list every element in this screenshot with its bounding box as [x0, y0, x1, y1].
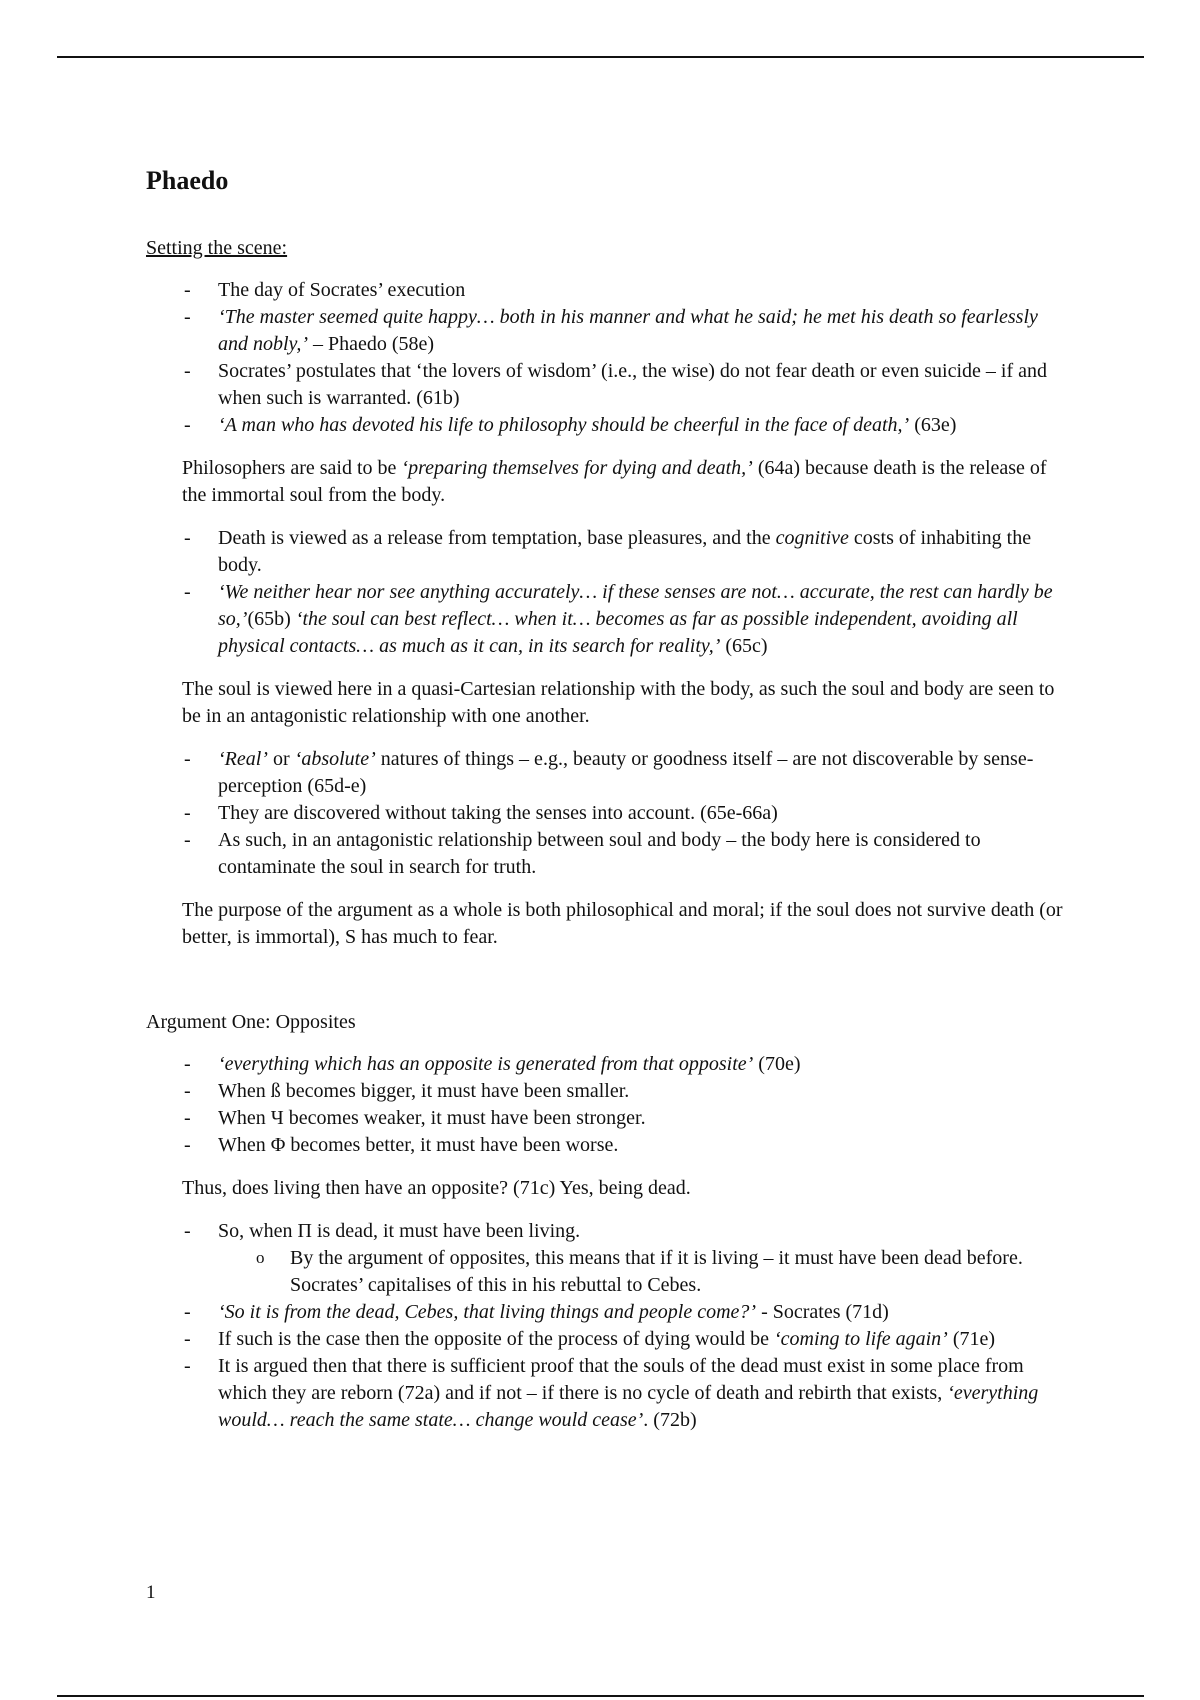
footer-rule	[57, 1695, 1144, 1697]
section-heading-setting-the-scene: Setting the scene:	[146, 237, 288, 259]
text-run: Philosophers are said to be	[182, 457, 402, 479]
text-run: (65b)	[247, 608, 296, 630]
text-run: Death is viewed as a release from temptation, base pleasures, and the	[218, 527, 776, 549]
text-run: . (72b)	[643, 1409, 697, 1431]
italic-text: ‘So it is from the dead, Cebes, that living things and people come?’	[218, 1301, 757, 1323]
paragraph	[182, 1175, 1066, 1202]
section-heading-argument-one: Argument One: Opposites	[146, 1011, 356, 1033]
italic-text: cognitive	[775, 527, 849, 549]
text-run: (65c)	[720, 635, 768, 657]
bullet-list	[146, 1051, 1066, 1159]
list-item	[146, 304, 1066, 358]
italic-text: ‘absolute’	[294, 748, 376, 770]
document-body	[146, 166, 1066, 1450]
italic-text: ‘We neither hear nor see anything accurately… if these senses are not… accurate, the rest can hardly be so,’	[218, 581, 1053, 630]
list-item	[146, 1105, 1066, 1132]
list-item	[146, 1051, 1066, 1078]
italic-text: ‘A man who has devoted his life to philosophy should be cheerful in the face of death,’	[218, 414, 910, 436]
italic-text: ‘The master seemed quite happy… both in his manner and what he said; he met his death so fearlessly and nobly,’	[218, 306, 1038, 355]
text-run: or	[267, 748, 295, 770]
text-run: natures of things – e.g., beauty or goodness itself – are not discoverable by sense-perception (65d-e)	[218, 748, 1034, 797]
paragraph	[182, 897, 1066, 951]
text-run: The soul is viewed here in a quasi-Cartesian relationship with the body, as such the soul and body are seen to be in an antagonistic relationship with one another.	[182, 678, 1055, 727]
list-item	[146, 800, 1066, 827]
sub-list-item	[218, 1245, 1066, 1299]
text-run: - Socrates (71d)	[756, 1301, 889, 1323]
italic-text: ‘the soul can best reflect… when it… becomes as far as possible independent, avoiding all physical contacts… as much as it can, in its search for reality,’	[218, 608, 1018, 657]
paragraph	[182, 455, 1066, 509]
italic-text: ‘Real’	[218, 748, 268, 770]
text-run: (64a) because death is the release of the immortal soul from the body.	[182, 457, 1047, 506]
text-run: It is argued then that there is sufficient proof that the souls of the dead must exist in some place from which they are reborn (72a) and if not – if there is no cycle of death and rebirth that exists,	[218, 1355, 1024, 1404]
text-run: When ß becomes bigger, it must have been smaller.	[218, 1080, 630, 1102]
list-item	[146, 827, 1066, 881]
text-run: Socrates’ postulates that ‘the lovers of wisdom’ (i.e., the wise) do not fear death or even suicide – if and when such is warranted. (61b)	[218, 360, 1048, 409]
text-run: The day of Socrates’ execution	[218, 279, 466, 301]
list-item	[146, 525, 1066, 579]
list-item	[146, 1078, 1066, 1105]
text-run: By the argument of opposites, this means that if it is living – it must have been dead before. Socrates’ capitalises of this in his rebuttal to Cebes.	[290, 1247, 1023, 1296]
bullet-list	[146, 277, 1066, 439]
list-item	[146, 579, 1066, 660]
bullet-list	[146, 1218, 1066, 1434]
page-number: 1	[146, 1582, 156, 1603]
text-run: (63e)	[909, 414, 957, 436]
text-run: Thus, does living then have an opposite? (71c) Yes, being dead.	[182, 1177, 691, 1199]
list-item	[146, 412, 1066, 439]
text-run: As such, in an antagonistic relationship between soul and body – the body here is considered to contaminate the soul in search for truth.	[218, 829, 981, 878]
italic-text: ‘everything which has an opposite is generated from that opposite’	[218, 1053, 754, 1075]
text-run: (70e)	[753, 1053, 801, 1075]
text-run: The purpose of the argument as a whole is both philosophical and moral; if the soul does not survive death (or better, is immortal), S has much to fear.	[182, 899, 1063, 948]
text-run: So, when Π is dead, it must have been living.	[218, 1220, 581, 1242]
text-run: (71e)	[947, 1328, 996, 1350]
list-item	[146, 1353, 1066, 1434]
bullet-list	[146, 525, 1066, 660]
list-item	[146, 1218, 1066, 1299]
text-run: – Phaedo (58e)	[308, 333, 435, 355]
text-run: costs of inhabiting the body.	[218, 527, 1032, 576]
list-item	[146, 1132, 1066, 1159]
list-item	[146, 1299, 1066, 1326]
italic-text: ‘preparing themselves for dying and death,’	[401, 457, 753, 479]
text-run: If such is the case then the opposite of the process of dying would be	[218, 1328, 774, 1350]
header-rule	[57, 56, 1144, 58]
italic-text: ‘coming to life again’	[773, 1328, 948, 1350]
list-item	[146, 277, 1066, 304]
document-title: Phaedo	[146, 166, 229, 195]
bullet-list	[146, 746, 1066, 881]
text-run: When Φ becomes better, it must have been worse.	[218, 1134, 619, 1156]
list-item	[146, 358, 1066, 412]
italic-text: ‘everything would… reach the same state… change would cease’	[218, 1382, 1039, 1431]
sub-bullet-list	[218, 1245, 1066, 1299]
text-run: They are discovered without taking the senses into account. (65e-66a)	[218, 802, 778, 824]
paragraph	[182, 676, 1066, 730]
text-run: When Ч becomes weaker, it must have been stronger.	[218, 1107, 646, 1129]
list-item	[146, 1326, 1066, 1353]
list-item	[146, 746, 1066, 800]
